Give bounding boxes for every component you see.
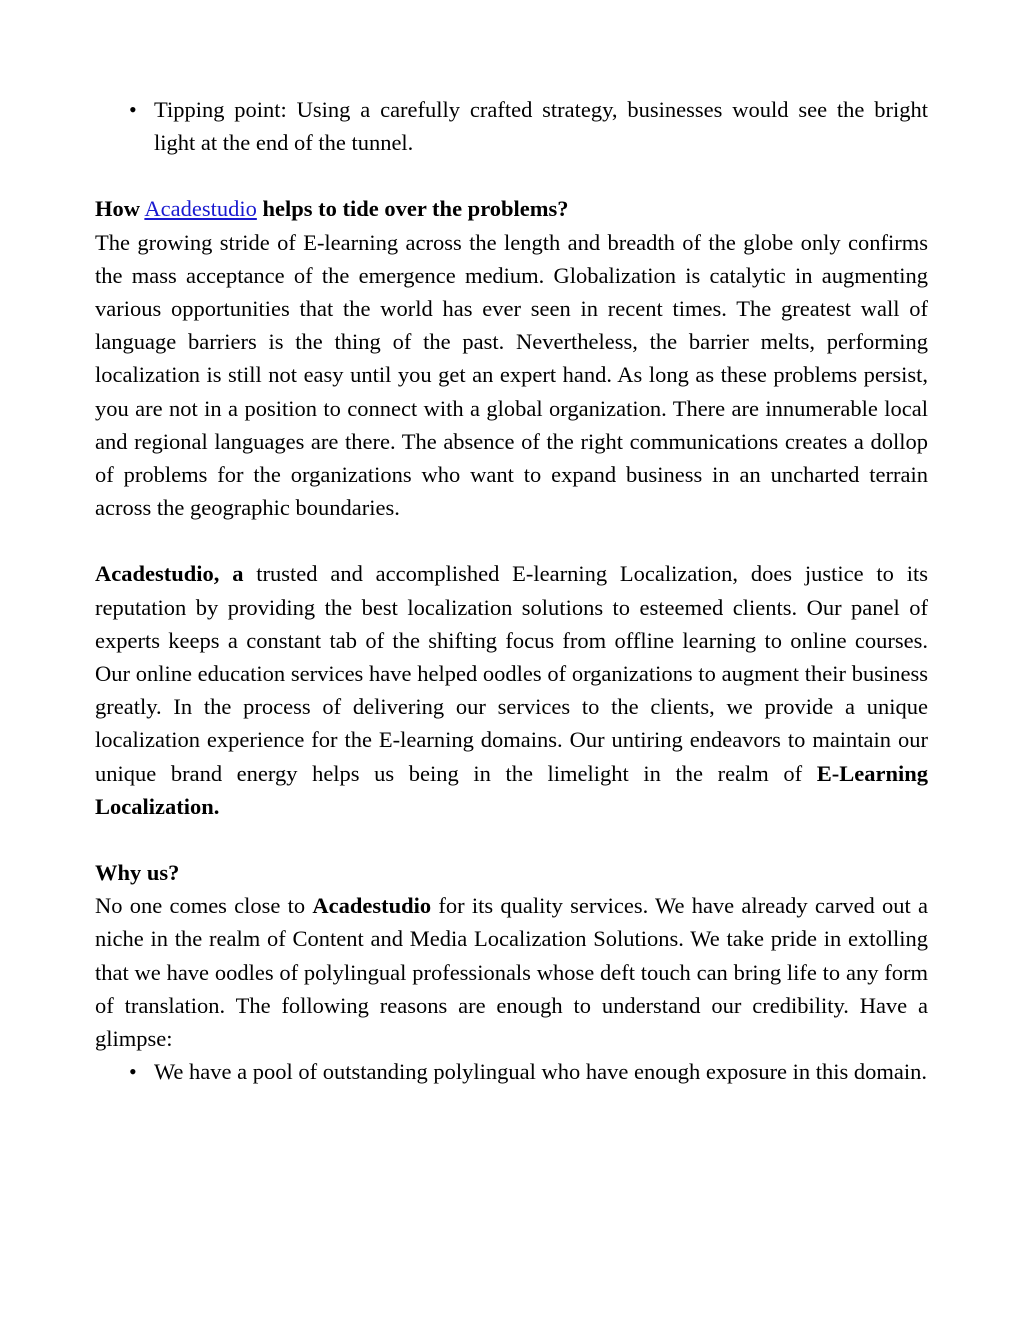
heading-suffix: helps to tide over the problems? bbox=[262, 196, 569, 222]
bold-tail: E-Learning Localization. bbox=[95, 760, 929, 819]
spacer bbox=[95, 823, 928, 856]
paragraph-text: trusted and accomplished E-learning Localization, does justice to its reputation by providing the best localization solutions to esteemed clients. Our panel of experts keeps a constant tab of the shifting focus from offline learning to online courses. Our online education services have helped oodles of organizations to augment their business greatly. In the process of delivering our services to the clients, we provide a unique localization experience for the E-learning domains. Our untiring endeavors to maintain our unique brand energy helps us being in the limelight in the realm of bbox=[95, 561, 928, 786]
spacer bbox=[95, 524, 928, 557]
paragraph-text: No one comes close to bbox=[95, 893, 306, 919]
heading-text: Why us? bbox=[95, 860, 180, 886]
reasons-bullet-list bbox=[95, 1055, 928, 1088]
list-item: • Tipping point: Using a carefully crafted strategy, businesses would see the bright light at the end of the tunnel. bbox=[95, 93, 928, 159]
section-paragraph: The growing stride of E-learning across the length and breadth of the globe only confirms the mass acceptance of the emergence medium. Globalization is catalytic in augmenting various opportunities that the world has ever seen in recent times. The greatest wall of language barriers is the thing of the past. Nevertheless, the barrier melts, performing localization is still not easy until you get an expert hand. As long as these problems persist, you are not in a position to connect with a global organization. There are innumerable local and regional languages are there. The absence of the right communications creates a dollop of problems for the organizations who want to expand business in an uncharted terrain across the geographic boundaries. bbox=[95, 229, 928, 521]
section-paragraph bbox=[95, 889, 928, 1055]
section-heading bbox=[95, 856, 928, 889]
bold-brand: Acadestudio bbox=[312, 893, 432, 919]
top-bullet-list bbox=[95, 93, 928, 159]
section-heading bbox=[95, 192, 928, 225]
acadestudio-link[interactable]: Acadestudio bbox=[144, 196, 257, 222]
paragraph-text: for its quality services. We have already carved out a niche in the realm of Content and Media Localization Solutions. We take pride in extolling that we have oodles of polylingual professionals whose deft touch can bring life to any form of translation. The following reasons are enough to understand our credibility. Have a glimpse: bbox=[95, 893, 929, 1052]
heading-prefix: How bbox=[95, 196, 140, 222]
spacer bbox=[95, 159, 928, 192]
section-paragraph bbox=[95, 557, 928, 823]
list-item: • We have a pool of outstanding polylingual who have enough exposure in this domain. bbox=[95, 1055, 928, 1088]
bold-lead: Acadestudio, a bbox=[95, 561, 244, 587]
document-page bbox=[95, 93, 928, 1088]
